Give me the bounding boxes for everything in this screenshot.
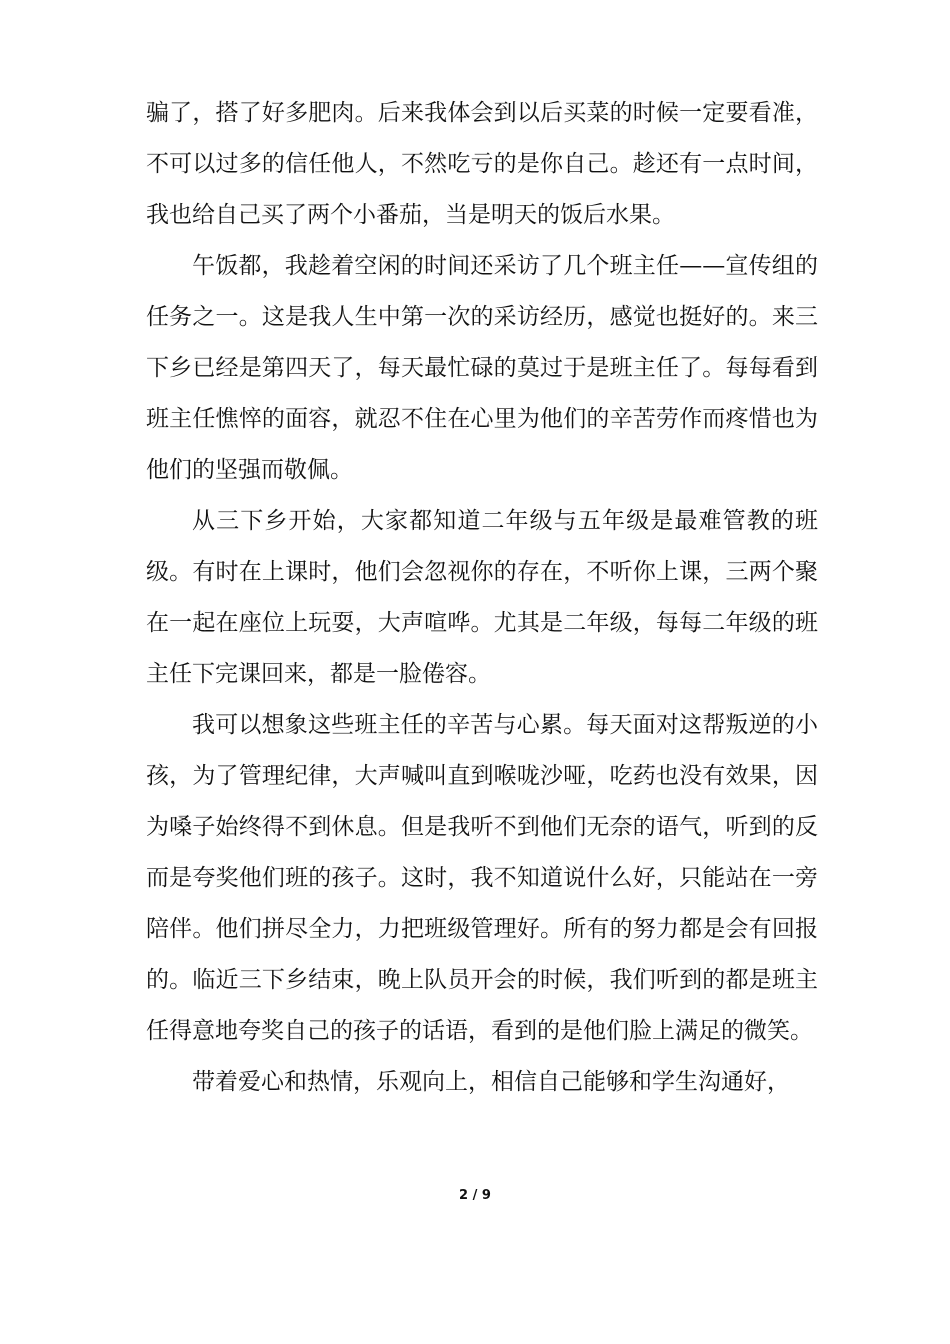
paragraph-2: 午饭都，我趁着空闲的时间还采访了几个班主任——宣传组的任务之一。这是我人生中第一次的采访经历，感觉也挺好的。来三下乡已经是第四天了，每天最忙碌的莫过于是班主任了。每每看到班主任憔悴的面容，就忍不住在心里为他们的辛苦劳作而疼惜也为他们的坚强而敬佩。 <box>146 253 818 483</box>
paragraph-3: 从三下乡开始，大家都知道二年级与五年级是最难管教的班级。有时在上课时，他们会忽视你的存在，不听你上课，三两个聚在一起在座位上玩耍，大声喧哗。尤其是二年级，每每二年级的班主任下完课回来，都是一脸倦容。 <box>146 508 818 687</box>
paragraph-5: 带着爱心和热情，乐观向上，相信自己能够和学生沟通好， <box>192 1069 790 1095</box>
paragraph-4: 我可以想象这些班主任的辛苦与心累。每天面对这帮叛逆的小孩，为了管理纪律，大声喊叫直到喉咙沙哑，吃药也没有效果，因为嗓子始终得不到休息。但是我听不到他们无奈的语气，听到的反而是夸奖他们班的孩子。这时，我不知道说什么好，只能站在一旁陪伴。他们拼尽全力，力把班级管理好。所有的努力都是会有回报的。临近三下乡结束，晚上队员开会的时候，我们听到的都是班主任得意地夸奖自己的孩子的话语，看到的是他们脸上满足的微笑。 <box>146 712 818 1044</box>
paragraph-1: 骗了，搭了好多肥肉。后来我体会到以后买菜的时候一定要看准，不可以过多的信任他人，不然吃亏的是你自己。趁还有一点时间，我也给自己买了两个小番茄，当是明天的饭后水果。 <box>146 100 818 228</box>
document-body <box>146 88 818 1108</box>
page-number: 2 / 9 <box>459 1188 491 1203</box>
